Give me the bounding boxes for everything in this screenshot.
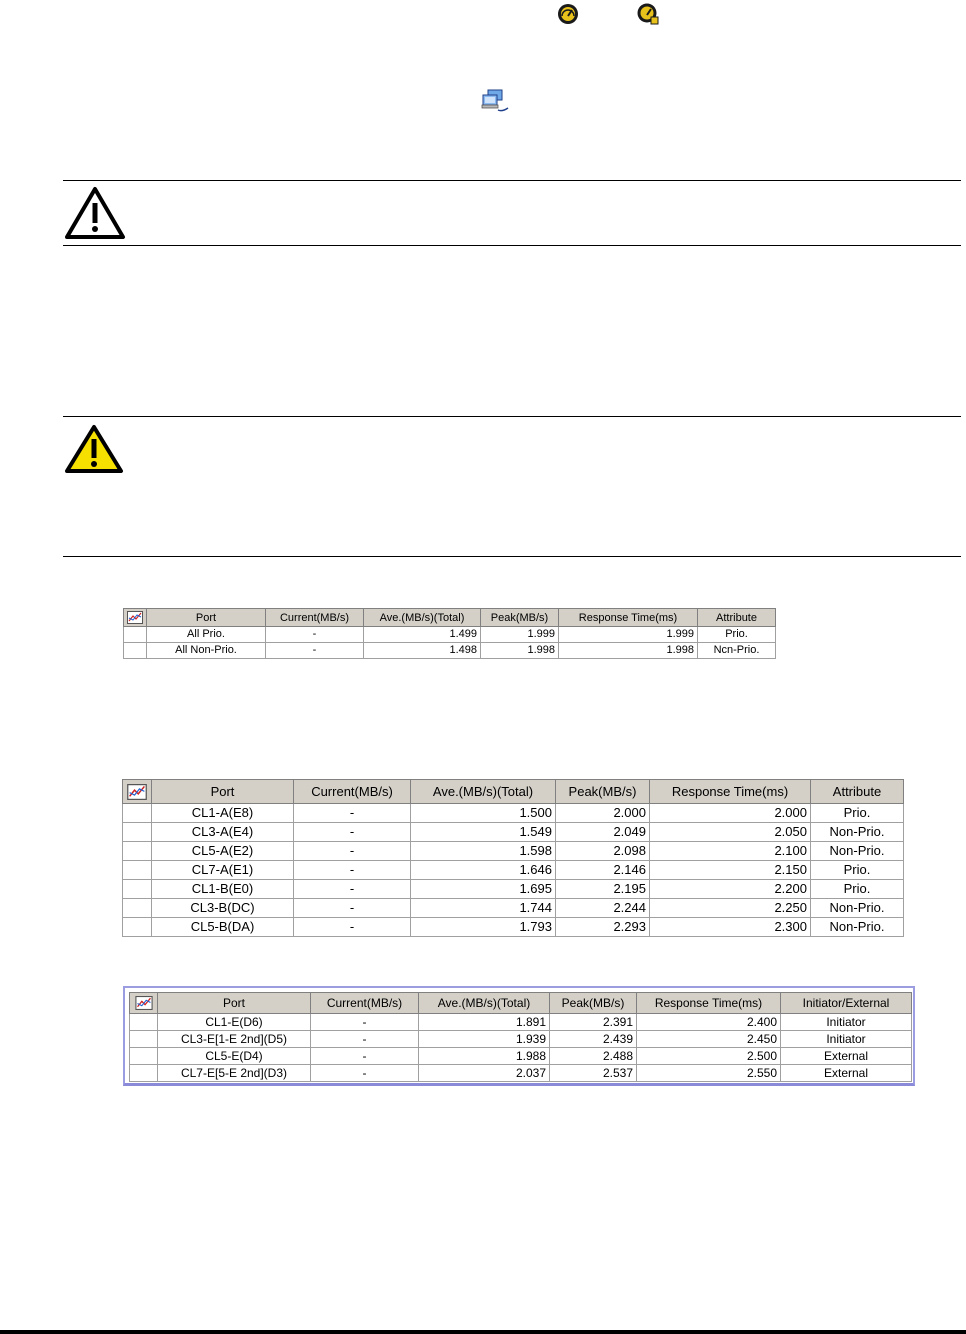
- gauge-icon: [557, 3, 579, 25]
- table-row[interactable]: [123, 804, 904, 823]
- col-current[interactable]: Current(MB/s): [294, 780, 411, 804]
- cell-attribute: Non-Prio.: [811, 842, 904, 861]
- cell-current: -: [311, 1031, 419, 1048]
- cell-peak: 2.293: [556, 918, 650, 937]
- col-attribute[interactable]: Attribute: [811, 780, 904, 804]
- cell-response-time: 2.550: [637, 1065, 781, 1082]
- cell-response-time: 1.998: [559, 643, 698, 659]
- row-checkbox[interactable]: [123, 842, 152, 861]
- cell-attribute: Non-Prio.: [811, 918, 904, 937]
- cell-attribute: Non-Prio.: [811, 823, 904, 842]
- cell-initiator-external: Initiator: [781, 1014, 912, 1031]
- col-current[interactable]: Current(MB/s): [266, 609, 364, 627]
- row-checkbox[interactable]: [130, 1048, 158, 1065]
- table-row[interactable]: [123, 880, 904, 899]
- cell-average: 1.498: [364, 643, 481, 659]
- cell-average: 1.500: [411, 804, 556, 823]
- cell-average: 1.744: [411, 899, 556, 918]
- row-checkbox[interactable]: [124, 627, 147, 643]
- cell-average: 1.598: [411, 842, 556, 861]
- cell-current: -: [294, 899, 411, 918]
- cell-port: CL1-B(E0): [152, 880, 294, 899]
- cell-response-time: 2.300: [650, 918, 811, 937]
- cell-port: CL5-B(DA): [152, 918, 294, 937]
- cell-peak: 2.439: [550, 1031, 637, 1048]
- initiator-external-panel: [123, 986, 915, 1086]
- cell-peak: 1.998: [481, 643, 559, 659]
- cell-response-time: 2.200: [650, 880, 811, 899]
- cell-port: CL7-A(E1): [152, 861, 294, 880]
- col-port[interactable]: Port: [147, 609, 266, 627]
- table-row[interactable]: [123, 861, 904, 880]
- row-checkbox[interactable]: [130, 1014, 158, 1031]
- cell-response-time: 2.100: [650, 842, 811, 861]
- cell-attribute: Prio.: [811, 804, 904, 823]
- row-checkbox[interactable]: [130, 1065, 158, 1082]
- table-header-row: [123, 780, 904, 804]
- table-row[interactable]: [124, 627, 776, 643]
- cell-average: 1.891: [419, 1014, 550, 1031]
- notice-bottom-rule: [63, 245, 961, 246]
- table-row[interactable]: [130, 1048, 912, 1065]
- cell-attribute: Prio.: [811, 880, 904, 899]
- cell-port: CL3-B(DC): [152, 899, 294, 918]
- cell-attribute: Ncn-Prio.: [698, 643, 776, 659]
- warning-bottom-rule: [63, 556, 961, 557]
- chart-icon: [127, 611, 143, 624]
- cell-initiator-external: Initiator: [781, 1031, 912, 1048]
- cell-current: -: [266, 643, 364, 659]
- cell-attribute: Non-Prio.: [811, 899, 904, 918]
- row-checkbox[interactable]: [123, 804, 152, 823]
- cell-peak: 2.098: [556, 842, 650, 861]
- cell-port: CL5-A(E2): [152, 842, 294, 861]
- row-checkbox[interactable]: [123, 861, 152, 880]
- warning-yellow-icon: [64, 424, 124, 474]
- col-port[interactable]: Port: [158, 993, 311, 1014]
- row-checkbox[interactable]: [123, 823, 152, 842]
- cell-current: -: [311, 1014, 419, 1031]
- port-attribute-table: [122, 779, 904, 937]
- cell-response-time: 2.400: [637, 1014, 781, 1031]
- cell-port: CL3-E[1-E 2nd](D5): [158, 1031, 311, 1048]
- table-row[interactable]: [130, 1014, 912, 1031]
- cell-current: -: [311, 1048, 419, 1065]
- cell-average: 2.037: [419, 1065, 550, 1082]
- col-peak[interactable]: Peak(MB/s): [550, 993, 637, 1014]
- cell-port: CL3-A(E4): [152, 823, 294, 842]
- row-checkbox[interactable]: [124, 643, 147, 659]
- cell-peak: 2.195: [556, 880, 650, 899]
- col-current[interactable]: Current(MB/s): [311, 993, 419, 1014]
- notice-top-rule: [63, 180, 961, 181]
- col-initiator-external[interactable]: Initiator/External: [781, 993, 912, 1014]
- cell-average: 1.695: [411, 880, 556, 899]
- col-peak[interactable]: Peak(MB/s): [556, 780, 650, 804]
- network-monitor-icon: [480, 88, 510, 114]
- initiator-external-table: [129, 992, 912, 1082]
- col-average[interactable]: Ave.(MB/s)(Total): [364, 609, 481, 627]
- col-average[interactable]: Ave.(MB/s)(Total): [419, 993, 550, 1014]
- cell-attribute: Prio.: [811, 861, 904, 880]
- table-row[interactable]: [123, 899, 904, 918]
- cell-current: -: [294, 842, 411, 861]
- cell-current: -: [294, 861, 411, 880]
- priority-summary-table: [123, 608, 776, 659]
- col-response-time[interactable]: Response Time(ms): [637, 993, 781, 1014]
- cell-response-time: 2.450: [637, 1031, 781, 1048]
- cell-initiator-external: External: [781, 1048, 912, 1065]
- cell-average: 1.646: [411, 861, 556, 880]
- cell-response-time: 2.050: [650, 823, 811, 842]
- cell-current: -: [294, 880, 411, 899]
- col-port[interactable]: Port: [152, 780, 294, 804]
- chart-icon: [135, 996, 153, 1010]
- chart-icon: [127, 784, 147, 800]
- warning-top-rule: [63, 416, 961, 417]
- cell-average: 1.988: [419, 1048, 550, 1065]
- cell-initiator-external: External: [781, 1065, 912, 1082]
- cell-peak: 2.537: [550, 1065, 637, 1082]
- cell-port: All Non-Prio.: [147, 643, 266, 659]
- cell-port: CL5-E(D4): [158, 1048, 311, 1065]
- table-row[interactable]: [124, 643, 776, 659]
- cell-peak: 2.000: [556, 804, 650, 823]
- cell-current: -: [294, 823, 411, 842]
- table-row[interactable]: [123, 823, 904, 842]
- cell-response-time: 1.999: [559, 627, 698, 643]
- row-checkbox[interactable]: [123, 880, 152, 899]
- table-row[interactable]: [123, 918, 904, 937]
- cell-average: 1.549: [411, 823, 556, 842]
- cell-average: 1.793: [411, 918, 556, 937]
- cell-attribute: Prio.: [698, 627, 776, 643]
- col-response-time[interactable]: Response Time(ms): [650, 780, 811, 804]
- chart-icon-button[interactable]: [123, 780, 152, 804]
- caution-outline-icon: [64, 186, 126, 240]
- table-header-row: [124, 609, 776, 627]
- table-header-row: [130, 993, 912, 1014]
- cell-peak: 2.244: [556, 899, 650, 918]
- col-peak[interactable]: Peak(MB/s): [481, 609, 559, 627]
- cell-port: CL1-A(E8): [152, 804, 294, 823]
- row-checkbox[interactable]: [123, 918, 152, 937]
- cell-peak: 2.488: [550, 1048, 637, 1065]
- cell-response-time: 2.000: [650, 804, 811, 823]
- chart-icon-button[interactable]: [124, 609, 147, 627]
- col-response-time[interactable]: Response Time(ms): [559, 609, 698, 627]
- col-attribute[interactable]: Attribute: [698, 609, 776, 627]
- row-checkbox[interactable]: [130, 1031, 158, 1048]
- chart-icon-button[interactable]: [130, 993, 158, 1014]
- cell-current: -: [294, 804, 411, 823]
- cell-peak: 2.049: [556, 823, 650, 842]
- cell-port: CL1-E(D6): [158, 1014, 311, 1031]
- cell-peak: 2.391: [550, 1014, 637, 1031]
- cell-port: All Prio.: [147, 627, 266, 643]
- cell-response-time: 2.500: [637, 1048, 781, 1065]
- cell-response-time: 2.150: [650, 861, 811, 880]
- gauge-lock-icon: [637, 3, 659, 25]
- table-row[interactable]: [123, 842, 904, 861]
- cell-current: -: [311, 1065, 419, 1082]
- table-row[interactable]: [130, 1031, 912, 1048]
- row-checkbox[interactable]: [123, 899, 152, 918]
- page-bottom-rule: [0, 1330, 966, 1334]
- cell-response-time: 2.250: [650, 899, 811, 918]
- cell-current: -: [266, 627, 364, 643]
- cell-peak: 2.146: [556, 861, 650, 880]
- col-average[interactable]: Ave.(MB/s)(Total): [411, 780, 556, 804]
- cell-peak: 1.999: [481, 627, 559, 643]
- cell-average: 1.939: [419, 1031, 550, 1048]
- cell-port: CL7-E[5-E 2nd](D3): [158, 1065, 311, 1082]
- cell-average: 1.499: [364, 627, 481, 643]
- table-row[interactable]: [130, 1065, 912, 1082]
- cell-current: -: [294, 918, 411, 937]
